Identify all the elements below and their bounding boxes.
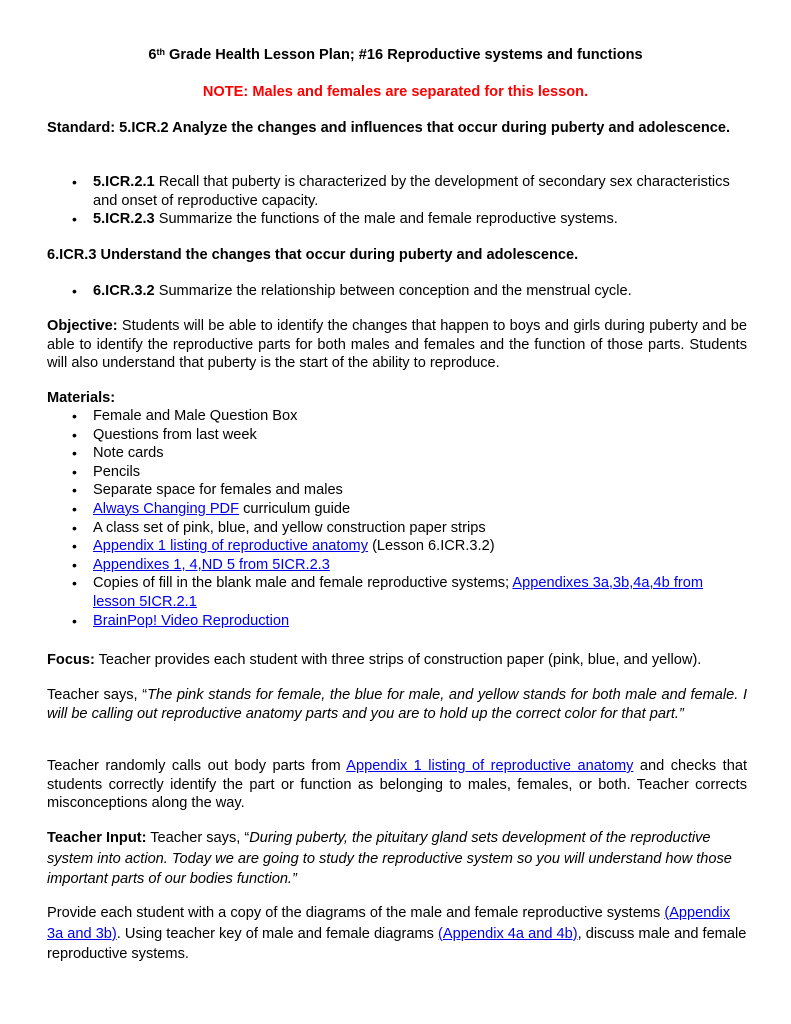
list-item (47, 556, 747, 575)
list-item: • Questions from last week (47, 426, 747, 445)
standard-2-list (47, 282, 747, 301)
page-title: 6th Grade Health Lesson Plan; #16 Reproductive systems and functions (148, 47, 643, 63)
appendix-1-inline-link[interactable]: Appendix 1 listing of reproductive anatomy (346, 758, 634, 774)
list-item: • Appendix 1 listing of reproductive anatomy (Lesson 6.ICR.3.2) (47, 537, 747, 556)
list-item: • 5.ICR.2.1 Recall that puberty is characterized by the development of secondary sex characteristics and onset of reproductive capacity. (47, 173, 747, 210)
teacher-says-paragraph: Teacher says, “The pink stands for female, the blue for male, and yellow stands for both male and female. I will be calling out reproductive anatomy parts and you are to hold up the correct color for that part.” (47, 687, 747, 722)
standard-1-list (47, 173, 747, 229)
materials-heading: Materials: (47, 390, 116, 406)
provide-paragraph: Provide each student with a copy of the diagrams of the male and female reproductive systems (Appendix 3a and 3b). Using teacher key of male and female diagrams (Appendix 4a and 4b), discuss male and female reproductive systems. (47, 905, 747, 962)
objective-paragraph: Objective: Students will be able to identify the changes that happen to boys and girls during puberty and be able to identify the reproductive parts for both males and females and the function of those parts. Students will also understand that puberty is the start of the ability to reproduce. (47, 318, 747, 372)
list-item: • Separate space for females and males (47, 481, 747, 500)
list-item: • Note cards (47, 444, 747, 463)
brainpop-video-link[interactable]: BrainPop! Video Reproduction (93, 612, 290, 629)
standard-2-heading: 6.ICR.3 Understand the changes that occur during puberty and adolescence. (47, 247, 579, 263)
list-item: • 6.ICR.3.2 Summarize the relationship between conception and the menstrual cycle. (47, 282, 747, 301)
separation-note: NOTE: Males and females are separated for this lesson. (202, 84, 589, 100)
list-item: • Copies of fill in the blank male and female reproductive systems; Appendixes 3a,3b,4a,4b from lesson 5ICR.2.1 (47, 574, 747, 611)
list-item: • 5.ICR.2.3 Summarize the functions of the male and female reproductive systems. (47, 210, 747, 229)
always-changing-link[interactable]: Always Changing PDF (93, 500, 240, 517)
appendixes-3a-4b-link[interactable]: Appendixes 3a,3b,4a,4b from lesson 5ICR.2.1 (93, 575, 704, 610)
list-item: • Female and Male Question Box (47, 407, 747, 426)
appendixes-1-4-5-link[interactable]: Appendixes 1, 4,ND 5 from 5ICR.2.3 (93, 556, 330, 573)
list-item: • Pencils (47, 463, 747, 482)
standard-1-heading: Standard: 5.ICR.2 Analyze the changes and influences that occur during puberty and adolescence. (47, 120, 731, 136)
teacher-input-paragraph: Teacher Input: Teacher says, “During puberty, the pituitary gland sets development of the reproductive system into action. Today we are going to study the reproductive system so you will understand how those important parts of our bodies function.” (47, 830, 732, 887)
random-callout-paragraph: Teacher randomly calls out body parts from Appendix 1 listing of reproductive anatomy and checks that students correctly identify the part or function as belonging to males, females, or both. Teacher corrects misconceptions along the way. (47, 758, 747, 812)
list-item: • Always Changing PDF curriculum guide (47, 500, 747, 519)
focus-paragraph: Focus: Teacher provides each student with three strips of construction paper (pink, blue, and yellow). (47, 652, 702, 668)
list-item: • A class set of pink, blue, and yellow construction paper strips (47, 519, 747, 538)
materials-list (47, 407, 747, 630)
appendix-1-link[interactable]: Appendix 1 listing of reproductive anatomy (93, 538, 369, 555)
appendix-3a-3b-link[interactable]: (Appendix 3a and 3b) (47, 905, 731, 942)
list-item (47, 612, 747, 631)
appendix-4a-4b-link[interactable]: (Appendix 4a and 4b) (438, 925, 578, 942)
